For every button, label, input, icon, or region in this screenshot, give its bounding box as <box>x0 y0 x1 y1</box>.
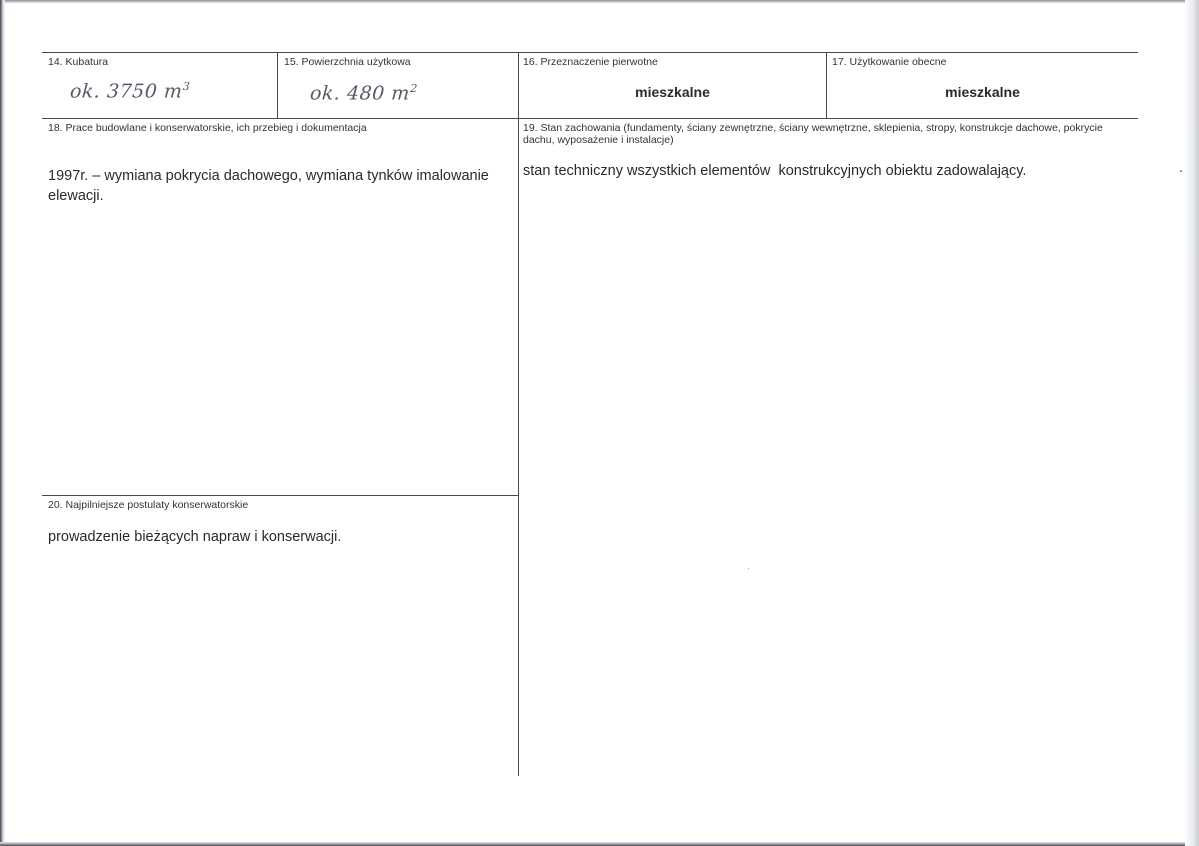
uzytkowanie-label: 17. Użytkowanie obecne <box>832 56 947 68</box>
stan-value: stan techniczny wszystkich elementów konstrukcyjnych obiektu zadowalający. <box>523 163 1027 179</box>
uzytkowanie-value: mieszkalne <box>945 84 1020 100</box>
powierzchnia-value: ok. 480 $m^2$ <box>309 82 419 105</box>
scan-edge-left <box>0 0 5 846</box>
stan-label: 19. Stan zachowania (fundamenty, ściany zewnętrzne, ściany wewnętrzne, sklepienia, stropy, konstrukcje dachowe, pokrycie dachu, wyposażenie i instalacje) <box>523 122 1103 146</box>
prace-value: 1997r. – wymiana pokrycia dachowego, wymiana tynków imalowanie elewacji. <box>48 168 489 204</box>
postulaty-value: prowadzenie bieżących napraw i konserwacji. <box>48 529 342 545</box>
top-rule <box>42 52 1138 53</box>
divider-14-15 <box>277 52 278 118</box>
kubatura-value: ok. 3750 $m^3$ <box>69 80 191 103</box>
row-divider <box>42 118 1138 119</box>
scan-edge-top <box>0 0 1199 3</box>
kubatura-label: 14. Kubatura <box>48 56 109 68</box>
scan-edge-right <box>1185 0 1199 846</box>
section-20-rule <box>42 495 519 496</box>
scan-speck <box>1180 170 1182 172</box>
przeznaczenie-label: 16. Przeznaczenie pierwotne <box>523 56 658 68</box>
main-column-divider <box>518 52 519 776</box>
scan-speck <box>748 568 749 569</box>
prace-label: 18. Prace budowlane i konserwatorskie, ich przebieg i dokumentacja <box>48 122 367 134</box>
scan-edge-bottom <box>0 842 1199 846</box>
postulaty-label: 20. Najpilniejsze postulaty konserwatorskie <box>48 499 249 511</box>
powierzchnia-label: 15. Powierzchnia użytkowa <box>284 56 411 68</box>
przeznaczenie-value: mieszkalne <box>635 84 710 100</box>
